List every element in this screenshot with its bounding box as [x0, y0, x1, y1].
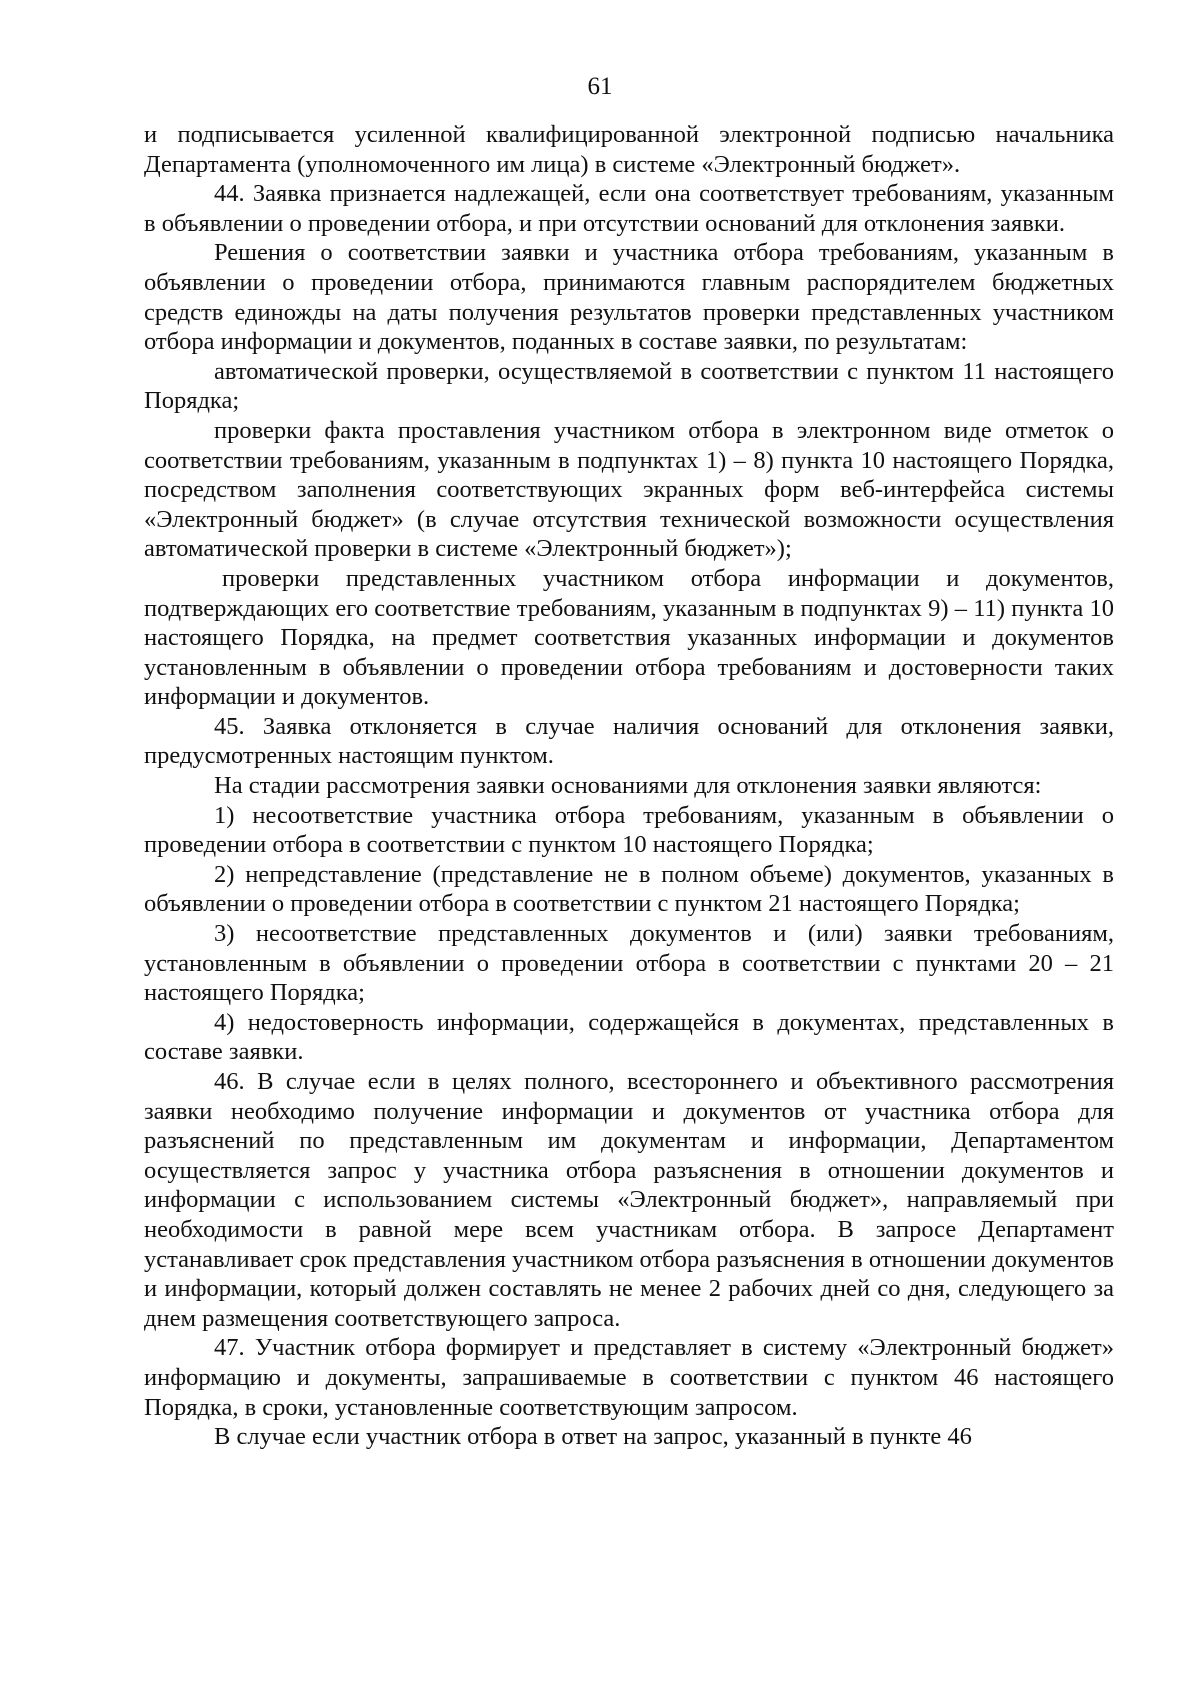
paragraph: проверки факта проставления участником отбора в электронном виде отметок о соответствии требованиям, указанным в подпунктах 1) – 8) пункта 10 настоящего Порядка, посредством заполнения соответствующих экранных форм веб-интерфейса системы «Электронный бюджет» (в случае отсутствия технической возможности осуществления автоматической проверки в системе «Электронный бюджет»); [144, 416, 1114, 563]
paragraph: Решения о соответствии заявки и участника отбора требованиям, указанным в объявлении о проведении отбора, принимаются главным распорядителем бюджетных средств единожды на даты получения результатов проверки представленных участником отбора информации и документов, поданных в составе заявки, по результатам: [144, 239, 1114, 356]
paragraph: 3) несоответствие представленных документов и (или) заявки требованиям, установленным в объявлении о проведении отбора в соответствии с пунктами 20 – 21 настоящего Порядка; [144, 920, 1114, 1007]
paragraph: 2) непредставление (представление не в полном объеме) документов, указанных в объявлении о проведении отбора в соответствии с пунктом 21 настоящего Порядка; [144, 860, 1114, 918]
paragraph: В случае если участник отбора в ответ на запрос, указанный в пункте 46 [214, 1423, 972, 1451]
document-body [144, 120, 1114, 1452]
paragraph: 4) недостоверность информации, содержащейся в документах, представленных в составе заявки. [144, 1008, 1114, 1066]
paragraph: автоматической проверки, осуществляемой в соответствии с пунктом 11 настоящего Порядка; [144, 357, 1114, 415]
paragraph: 47. Участник отбора формирует и представляет в систему «Электронный бюджет» информацию и документы, запрашиваемые в соответствии с пунктом 46 настоящего Порядка, в сроки, установленные соответствующим запросом. [144, 1334, 1114, 1421]
page-number: 61 [587, 73, 613, 100]
paragraph: проверки представленных участником отбора информации и документов, подтверждающих его соответствие требованиям, указанным в подпунктах 9) – 11) пункта 10 настоящего Порядка, на предмет соответствия указанных информации и документов установленным в объявлении о проведении отбора требованиям и достоверности таких информации и документов. [144, 564, 1114, 711]
paragraph: 1) несоответствие участника отбора требованиям, указанным в объявлении о проведении отбора в соответствии с пунктом 10 настоящего Порядка; [144, 801, 1114, 859]
paragraph: и подписывается усиленной квалифицированной электронной подписью начальника Департамента (уполномоченного им лица) в системе «Электронный бюджет». [144, 121, 1114, 178]
paragraph: 46. В случае если в целях полного, всестороннего и объективного рассмотрения заявки необходимо получение информации и документов от участника отбора для разъяснений по представленным им документам и информации, Департаментом осуществляется запрос у участника отбора разъяснения в отношении документов и информации с использованием системы «Электронный бюджет», направляемый при необходимости в равной мере всем участникам отбора. В запросе Департамент устанавливает срок представления участником отбора разъяснения в отношении документов и информации, который должен составлять не менее 2 рабочих дней со дня, следующего за днем размещения соответствующего запроса. [144, 1068, 1114, 1332]
paragraph: На стадии рассмотрения заявки основаниями для отклонения заявки являются: [214, 772, 1042, 800]
paragraph: 44. Заявка признается надлежащей, если она соответствует требованиям, указанным в объявлении о проведении отбора, и при отсутствии оснований для отклонения заявки. [144, 180, 1114, 237]
paragraph: 45. Заявка отклоняется в случае наличия оснований для отклонения заявки, предусмотренных настоящим пунктом. [144, 712, 1114, 770]
